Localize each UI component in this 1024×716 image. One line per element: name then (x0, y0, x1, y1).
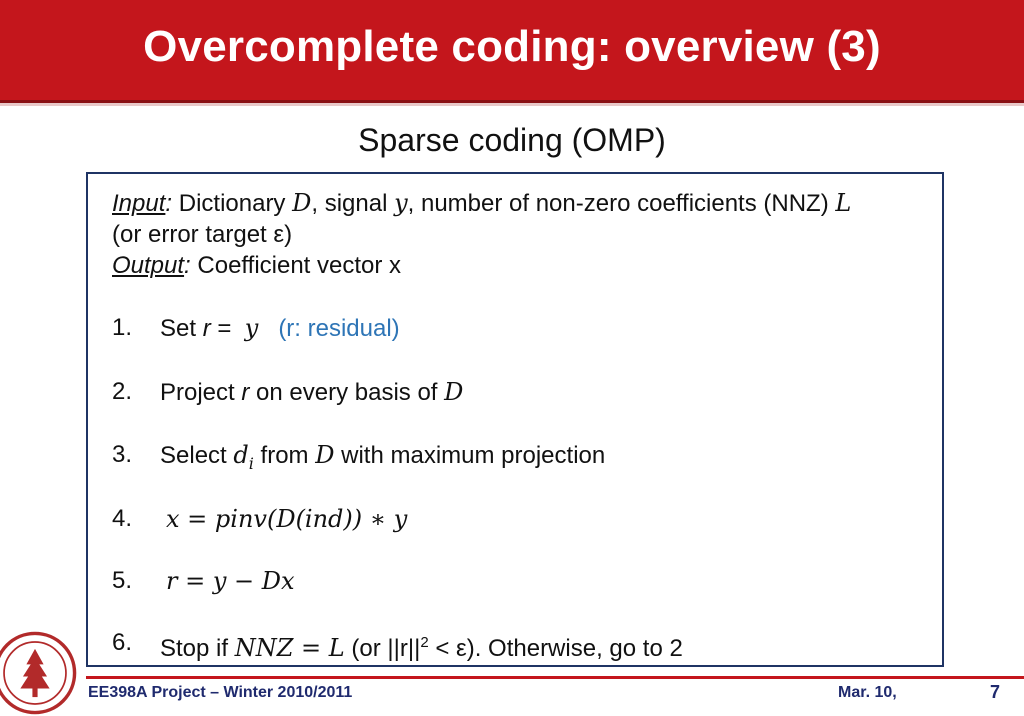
step-3-text-2: from (253, 442, 316, 469)
step-5-number: 5. (112, 567, 133, 594)
step-2-D: D (444, 378, 464, 406)
step-1-equals: = (210, 315, 239, 342)
title-divider-shadow (0, 103, 1024, 106)
step-6-equation: NNZ = L (234, 634, 345, 662)
step-4-equation: x = pinv(D(ind)) ∗ y (166, 505, 408, 533)
step-5-formula (166, 566, 295, 597)
step-3-text: Select (160, 442, 234, 469)
step-3-D: D (315, 441, 335, 469)
input-line (112, 188, 851, 219)
step-6-superscript: 2 (420, 634, 429, 651)
output-colon: : (184, 252, 191, 279)
footer-date: Mar. 10, (838, 684, 897, 701)
step-1-r: r (202, 315, 211, 342)
step-2-number: 2. (112, 378, 133, 405)
step-1-text: Set (160, 315, 203, 342)
step-1-y: y (244, 314, 259, 342)
input-L: L (835, 189, 852, 217)
step-3-text-3: with maximum projection (334, 442, 606, 469)
step-6-text-3: < ε). Otherwise, go to 2 (428, 635, 683, 662)
output-line (112, 251, 401, 281)
slide-subtitle: Sparse coding (OMP) (358, 122, 666, 158)
input-line-2: (or error target ε) (112, 221, 293, 248)
output-text: Coefficient vector x (190, 252, 402, 279)
input-colon: : (165, 190, 173, 217)
step-3 (160, 440, 605, 479)
stanford-seal-icon (0, 630, 78, 716)
input-D: D (292, 189, 312, 217)
step-4-number: 4. (112, 505, 133, 532)
input-y: y (394, 189, 408, 217)
step-3-subscript: i (248, 453, 254, 473)
step-6-number: 6. (112, 629, 133, 656)
step-2 (160, 377, 463, 408)
step-6 (160, 628, 683, 664)
step-4-formula (166, 504, 407, 535)
footer-course: EE398A Project – Winter 2010/2011 (88, 684, 353, 701)
title-bar (0, 0, 1024, 100)
step-1-number: 1. (112, 314, 133, 341)
input-text-dictionary: Dictionary (172, 190, 293, 217)
step-6-text-2: (or ||r|| (344, 635, 421, 662)
step-2-text: Project (160, 379, 242, 406)
step-3-number: 3. (112, 441, 133, 468)
input-text-nnz: , number of non-zero coefficients (NNZ) (407, 190, 836, 217)
step-6-text: Stop if (160, 635, 235, 662)
step-2-r: r (241, 379, 250, 406)
step-1-note: (r: residual) (278, 315, 400, 342)
input-text-signal: , signal (311, 190, 395, 217)
step-1 (160, 313, 400, 344)
step-5-equation: r = y − Dx (166, 567, 295, 595)
step-3-d: d (233, 441, 249, 469)
input-label: Input (112, 190, 166, 217)
step-2-text-2: on every basis of (249, 379, 445, 406)
slide-title: Overcomplete coding: overview (3) (143, 22, 881, 71)
page-number: 7 (990, 682, 1001, 702)
footer-divider (86, 676, 1024, 679)
output-label: Output (112, 252, 185, 279)
